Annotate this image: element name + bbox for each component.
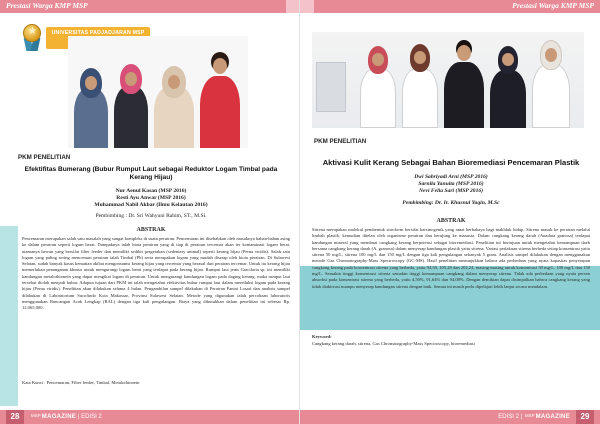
photo-person (198, 48, 242, 148)
right-abstract-body: Sitrena merupakan molekul pembentuk sitroform bersifat karsinogenik yang amat berbahaya bagi makhluk hidup. Sitrena masuk ke perairan melalui limbah plastik, kemudian ditelan oleh organisme perairan dan berujung ke manusia. Dalam cangkang kerang darah (Anadara granosa) terdapat kandungan mineral yang membuat cangkang kerang berpotensi sebagai bioremediasi. Penelitian ini bertujuan untuk mengetahui kemampuan daeb bersama cangkang kerang darah (A. granosa) dalam menyerap kandungan plastik yaitu sitrena. Variasi perlakuan stirena berbeda setiap konsentrasi yaitu stirena 50 mg/L, stirena 100 mg/L dan 150 mg/L dengan tiga kali pengulangan sebanyak 5 gram. Analisis sampel dilakukan dengan menggunakan metode Gas Chromatography-Mass Spectroscopy (GC-MS). Hasil penelitian menunjukkan bahwa ada perbedaan yang nyata kapasitas penyerapan cangkang kerang pada konsentrasi stirena yang berbeda, yaitu 94,50, 105,28 dan 202,24, masing-masing untuk konsentrasi 50 mg/L, 100 mg/L dan 150 mg/L. Semakin tinggi konsentrasi stirena semakin tinggi kemampuan cangkang dalam menyerap stirena. Tidak ada perbedaan yang nyata persen absorbsi pada konsentrasi stirena yang berbeda, yaitu 4,50%, 91,64% dan 94,08%. Dengan demikian dapat disimpulkan bahwa cangkang kerang yang tidak diaktivasi mampu menyerap kandungan stirena dengan baik. Semua ini masih perlu dipelajari lebih lanjut secara mendalam. (312, 227, 590, 289)
team-photo-right (312, 32, 584, 128)
photo-person (488, 44, 528, 128)
photo-person (530, 38, 572, 128)
left-page-number: 28 (6, 410, 24, 424)
photo-person (112, 62, 150, 148)
left-magazine-label: MSPMAGAZINE | EDISI 2 (31, 413, 102, 420)
photo-person (442, 36, 486, 128)
right-keywords-heading: Keyword: (312, 334, 332, 339)
photo-person (72, 66, 110, 148)
left-title-line-1: Efektifitas Bumerang (Bubur Rumput Laut sebagai Reduktor Logam Timbal pada (24, 166, 278, 173)
left-footer (0, 410, 300, 424)
team-photo-left (68, 36, 248, 148)
right-keywords: Cangkang kerang darah, stirena, Gas Chromatography-Mass Spectroscopy, bioremediasi (312, 341, 475, 346)
right-magazine-label: EDISI 2 | MSPMAGAZINE (498, 413, 570, 420)
photo-person (400, 42, 440, 128)
right-authors (310, 174, 592, 196)
medal-icon (22, 24, 42, 52)
right-article-title: Aktivasi Kulit Kerang Sebagai Bahan Bioremediasi Pencemaran Plastik (322, 158, 580, 167)
left-advisor: Pembimbing : Dr. Sri Wahyuni Rahim, ST., M.Si. (95, 213, 207, 219)
right-page (300, 0, 600, 424)
right-author-2: Sarnila Yanuita (MSP 2016) (418, 181, 484, 188)
right-header-strip (300, 0, 600, 13)
left-header-text: Prestasi Warga KMP MSP (6, 1, 88, 10)
left-abstract-heading: ABSTRAK (136, 227, 166, 233)
left-authors (10, 188, 292, 210)
photo-person (358, 44, 398, 128)
right-kicker: PKM PENELITIAN (314, 138, 367, 145)
left-kicker: PKM PENELITIAN (18, 154, 71, 161)
photo-person (152, 64, 196, 148)
right-author-3: Nevi Felia Sari (MSP 2016) (418, 188, 484, 195)
right-abstract-heading: ABSTRAK (436, 218, 466, 224)
badge-line-1: UNIVERSITAS PADJADJARAN MSP (51, 30, 145, 36)
right-advisor: Pembimbing: Dr. Ir. Khusnul Yaqin, M.Sc (402, 200, 500, 206)
left-author-3: Muhammad Nabil Akbar (Ilmu Kelautan 2016) (94, 202, 208, 209)
left-header-strip (0, 0, 300, 13)
left-author-2: Resti Ayu Anwar (MSP 2016) (116, 195, 186, 202)
left-author-1: Nur Aenul Kasan (MSP 2016) (115, 188, 187, 194)
left-title-line-2: Kerang Hijau) (129, 174, 173, 182)
right-header-text: Prestasi Warga KMP MSP (512, 1, 594, 10)
left-article-title (10, 166, 292, 183)
right-header-tip (300, 0, 314, 13)
left-teal-block (0, 226, 18, 406)
left-header-tip (286, 0, 300, 13)
left-abstract-body: Pencemaran merupakan salah satu masalah yang sangat kompleks di suatu perairan. Pencemaran ini disebabkan oleh masuknya bahan-bahan asing ke dalam perairan seperti logam berat. Dampaknya ialah biota perairan yang di tiap di perairan tercemar akan ter kontaminasi logam berat, utamanya hewan yang bersifat filter feeder dan memiliki sedikit pergerakan (sedentary animal) seperti kerang hijau (Perna viridis). Salah satu logam yang paling sering mencemari perairan ialah Timbal (Pb) serta merupakan logam yang mudah diserap oleh biota perairan. Di Sulawesi Selatan, sudah banyak kasus kematian akibat mengonsumsi kerang hijau yang tercemar yang berasal dari perairan tercemar. Untuk itu kerang hijau memerlukan penanganan khusus untuk mengurangi logam berat yang terdapat pada kerang hijau. Rumput laut jenis Gracilaria sp. ini memiliki kandungan metalothionein yang dapat mengikat logam di perairan. Untuk mengurangi kandungan logam pada daging kerang, maka rumput laut tersebut diolah menjadi bubur. Adapun tujuan dari PKM ini ialah mengetahui efektivitas bubur rumput laut dalam mereduksi logam pada kerang hijau (Perna viridis). Penelitian akan dilakukan selama 4 bulan. Pengambilan sampel dilakukan di Perairan Pantai Losari dan analisis sampel dilakukan di Laboratorium Sucofindo Kota Makassar, Provinsi Sulawesi Selatan. Metode yang digunakan ialah percobaan laboratoris menggunakan Rancangan Acak Lengkap (RAL) dengan tiga kali pengulangan. Biaya yang dibutuhkan dalam penelitian ini sebesar Rp. 12.065.000. (22, 236, 290, 311)
right-page-number: 29 (576, 410, 594, 424)
right-author-1: Dwi Sabriyadi Arni (MSP 2016) (414, 174, 488, 180)
left-keywords: Kata Kunci : Pencemaran, Filter feeder, Timbal, Metalothionein (22, 380, 140, 385)
right-footer (300, 410, 600, 424)
